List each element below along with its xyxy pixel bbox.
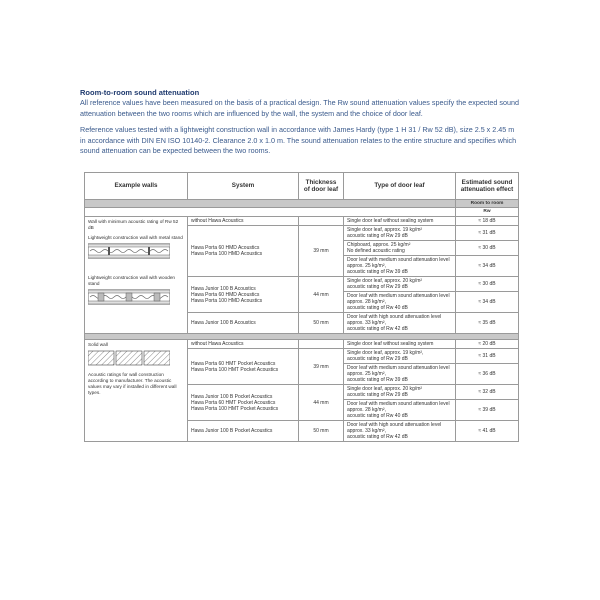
s1-value-39-3: ≈ 34 dB bbox=[456, 256, 519, 277]
wall-note: Acoustic ratings for wall construction according to manufacturer. The acoustic values may vary if installed in different wall types. bbox=[88, 372, 177, 395]
s2-value-without: ≈ 20 dB bbox=[456, 340, 519, 349]
s2-door-50-1: Door leaf with high sound attenuation level approx. 33 kg/m², acoustic rating of Rw 42 dB bbox=[344, 421, 456, 442]
s2-thickness-without bbox=[299, 340, 344, 349]
s1-system-39: Hawa Porta 60 HMD Acoustics Hawa Porta 100 HMD Acoustics bbox=[188, 226, 299, 277]
rw-row-blank bbox=[85, 208, 456, 217]
lightweight-metal-label: Lightweight construction wall with metal stand bbox=[88, 235, 183, 240]
section-heading: Room-to-room sound attenuation bbox=[80, 88, 200, 97]
s2-value-39-1: ≈ 31 dB bbox=[456, 349, 519, 364]
s1-door-without: Single door leaf without sealing system bbox=[344, 217, 456, 226]
example-walls-lightweight bbox=[85, 217, 188, 334]
wooden-stand-wall-drawing bbox=[88, 289, 170, 305]
s1-value-39-2: ≈ 30 dB bbox=[456, 241, 519, 256]
s2-door-44-2: Door leaf with medium sound attenuation level approx. 28 kg/m², acoustic rating of Rw 40 dB bbox=[344, 400, 456, 421]
room-to-room-label: Room to room bbox=[456, 200, 519, 208]
header-door-type: Type of door leaf bbox=[344, 173, 456, 200]
metal-stand-wall-drawing bbox=[88, 243, 170, 259]
s2-value-39-2: ≈ 36 dB bbox=[456, 364, 519, 385]
lightweight-wooden-label: Lightweight construction wall with wooden stand bbox=[88, 275, 176, 286]
s1-value-50-1: ≈ 35 dB bbox=[456, 313, 519, 334]
s2-system-without: without Hawa Acoustics bbox=[188, 340, 299, 349]
s1-door-50-1: Door leaf with high sound attenuation level approx. 33 kg/m², acoustic rating of Rw 42 dB bbox=[344, 313, 456, 334]
solid-wall-label: Solid wall bbox=[88, 342, 108, 347]
example-walls-solid bbox=[85, 340, 188, 442]
s2-door-without: Single door leaf without sealing system bbox=[344, 340, 456, 349]
s2-system-44: Hawa Junior 100 B Pocket Acoustics Hawa Porta 60 HMT Pocket Acoustics Hawa Porta 100 HMT Pocket Acoustics bbox=[188, 385, 299, 421]
s1-door-39-2: Chipboard, approx. 25 kg/m² No defined acoustic rating bbox=[344, 241, 456, 256]
s2-thickness-44: 44 mm bbox=[299, 385, 344, 421]
s1-door-44-1: Single door leaf, approx. 20 kg/m² acoustic rating of Rw 29 dB bbox=[344, 277, 456, 292]
s1-thickness-without bbox=[299, 217, 344, 226]
s2-thickness-50: 50 mm bbox=[299, 421, 344, 442]
s2-value-50-1: ≈ 41 dB bbox=[456, 421, 519, 442]
s1-door-44-2: Door leaf with medium sound attenuation level approx. 28 kg/m², acoustic rating of Rw 40 dB bbox=[344, 292, 456, 313]
document-page bbox=[80, 88, 520, 157]
header-example-walls: Example walls bbox=[85, 173, 188, 200]
rw-label: Rw bbox=[456, 208, 519, 217]
s2-system-39: Hawa Porta 60 HMT Pocket Acoustics Hawa Porta 100 HMT Pocket Acoustics bbox=[188, 349, 299, 385]
s2-door-44-1: Single door leaf, approx. 20 kg/m² acoustic rating of Rw 29 dB bbox=[344, 385, 456, 400]
band-blank bbox=[85, 200, 456, 208]
s1-value-44-2: ≈ 34 dB bbox=[456, 292, 519, 313]
s2-value-44-1: ≈ 32 dB bbox=[456, 385, 519, 400]
s2-thickness-39: 39 mm bbox=[299, 349, 344, 385]
s1-system-44: Hawa Junior 100 B Acoustics Hawa Porta 60 HMD Acoustics Hawa Porta 100 HMD Acoustics bbox=[188, 277, 299, 313]
s1-system-without: without Hawa Acoustics bbox=[188, 217, 299, 226]
s1-thickness-44: 44 mm bbox=[299, 277, 344, 313]
s2-door-39-2: Door leaf with medium sound attenuation level approx. 25 kg/m², acoustic rating of Rw 39 dB bbox=[344, 364, 456, 385]
s1-thickness-50: 50 mm bbox=[299, 313, 344, 334]
s2-value-44-2: ≈ 39 dB bbox=[456, 400, 519, 421]
s1-door-39-1: Single door leaf, approx. 19 kg/m² acoustic rating of Rw 29 dB bbox=[344, 226, 456, 241]
header-thickness: Thickness of door leaf bbox=[299, 173, 344, 200]
s1-system-50: Hawa Junior 100 B Acoustics bbox=[188, 313, 299, 334]
s1-door-39-3: Door leaf with medium sound attenuation level approx. 25 kg/m², acoustic rating of Rw 39 dB bbox=[344, 256, 456, 277]
intro-paragraph: All reference values have been measured on the basis of a practical design. The Rw sound attenuation values specify the expected sound attenuation between the two rooms which are influenced by the wall, the system and the choice of door leaf. bbox=[80, 98, 519, 118]
solid-wall-drawing bbox=[88, 350, 170, 366]
s1-value-without: ≈ 18 dB bbox=[456, 217, 519, 226]
header-effect: Estimated sound attenuation effect bbox=[456, 173, 519, 200]
s2-door-39-1: Single door leaf, approx. 19 kg/m², acoustic rating of Rw 29 dB bbox=[344, 349, 456, 364]
s1-value-44-1: ≈ 30 dB bbox=[456, 277, 519, 292]
s1-value-39-1: ≈ 31 dB bbox=[456, 226, 519, 241]
header-system: System bbox=[188, 173, 299, 200]
s1-thickness-39: 39 mm bbox=[299, 226, 344, 277]
reference-paragraph: Reference values tested with a lightweight construction wall in accordance with James Hardy (type 1 H 31 / Rw 52 dB), size 2.5 x 2.45 m in accordance with DIN EN ISO 10140-2. Clearance 2.0 x 1.0 m. The sound attenuation relates to the entire structure and specifies which sound attenuation can be expected between the two rooms. bbox=[80, 125, 517, 155]
wall-min-label: Wall with minimum acoustic rating of Rw 52 dB bbox=[88, 219, 179, 230]
sound-attenuation-table bbox=[84, 172, 519, 442]
s2-system-50: Hawa Junior 100 B Pocket Acoustics bbox=[188, 421, 299, 442]
